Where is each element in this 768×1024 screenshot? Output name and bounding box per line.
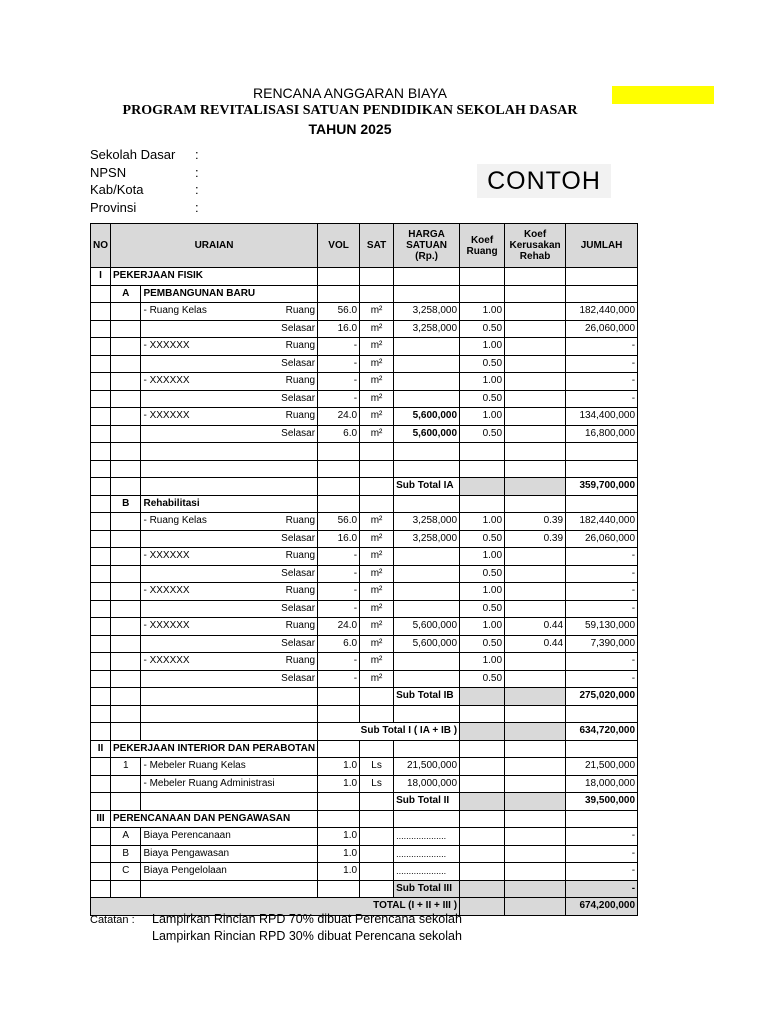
table-row: - Ruang Kelas Ruang 56.0 m² 3,258,000 1.00 0.39 182,440,000 <box>91 513 638 531</box>
doc-title: RENCANA ANGGARAN BIAYA <box>253 85 447 101</box>
info-row-kabkota: Kab/Kota : <box>90 182 199 197</box>
subtotal-row: Sub Total II 39,500,000 <box>91 793 638 811</box>
sample-stamp: CONTOH <box>477 164 611 198</box>
table-row: - XXXXXX Ruang - m² 1.00 - <box>91 583 638 601</box>
table-row: A Biaya Perencanaan 1.0 .................... - <box>91 828 638 846</box>
subtotal-row: Sub Total I ( IA + IB ) 634,720,000 <box>91 723 638 741</box>
table-row: Selasar - m² 0.50 - <box>91 355 638 373</box>
table-row: - Mebeler Ruang Administrasi 1.0 Ls 18,000,000 18,000,000 <box>91 775 638 793</box>
col-koef-ruang: Koef Ruang <box>460 224 505 268</box>
note-line-1: Catatan : Lampirkan Rincian RPD 70% dibuat Perencana sekolah <box>90 912 462 926</box>
info-row-school: Sekolah Dasar : <box>90 147 199 162</box>
table-row: Selasar - m² 0.50 - <box>91 565 638 583</box>
doc-program-title: PROGRAM REVITALISASI SATUAN PENDIDIKAN SEKOLAH DASAR <box>122 103 578 118</box>
table-row: Selasar - m² 0.50 - <box>91 600 638 618</box>
col-no: NO <box>91 224 111 268</box>
col-sat: SAT <box>360 224 394 268</box>
table-row: - XXXXXX Ruang - m² 1.00 - <box>91 338 638 356</box>
table-row: C Biaya Pengelolaan 1.0 .................... - <box>91 863 638 881</box>
table-header-row <box>91 224 638 268</box>
col-jumlah: JUMLAH <box>566 224 638 268</box>
section-row: III PERENCANAAN DAN PENGAWASAN <box>91 810 638 828</box>
info-row-npsn: NPSN : <box>90 164 199 180</box>
empty-row <box>91 460 638 478</box>
school-info <box>90 146 199 216</box>
table-row: - XXXXXX Ruang - m² 1.00 - <box>91 373 638 391</box>
table-row: - XXXXXX Ruang - m² 1.00 - <box>91 548 638 566</box>
table-row: - XXXXXX Ruang 24.0 m² 5,600,000 1.00 0.44 59,130,000 <box>91 618 638 636</box>
empty-row <box>91 443 638 461</box>
col-harga: HARGA SATUAN (Rp.) <box>394 224 460 268</box>
table-row: Selasar 16.0 m² 3,258,000 0.50 26,060,000 <box>91 320 638 338</box>
table-row: Selasar 6.0 m² 5,600,000 0.50 0.44 7,390,000 <box>91 635 638 653</box>
subtotal-row: Sub Total IB 275,020,000 <box>91 688 638 706</box>
col-vol: VOL <box>318 224 360 268</box>
yellow-highlight-mark <box>612 86 714 104</box>
section-row: I PEKERJAAN FISIK <box>91 268 638 286</box>
table-row: Selasar - m² 0.50 - <box>91 390 638 408</box>
total-row: TOTAL (I + II + III ) 674,200,000 <box>91 898 638 916</box>
notes <box>90 911 462 945</box>
table-row: 1 - Mebeler Ruang Kelas 1.0 Ls 21,500,000 21,500,000 <box>91 758 638 776</box>
table-row: Selasar 16.0 m² 3,258,000 0.50 0.39 26,060,000 <box>91 530 638 548</box>
subsection-row: A PEMBANGUNAN BARU <box>91 285 638 303</box>
col-uraian: URAIAN <box>111 224 318 268</box>
table-row: - XXXXXX Ruang 24.0 m² 5,600,000 1.00 134,400,000 <box>91 408 638 426</box>
subtotal-row: Sub Total IA 359,700,000 <box>91 478 638 496</box>
note-line-2: Lampirkan Rincian RPD 30% dibuat Perencana sekolah <box>152 929 462 943</box>
table-row: B Biaya Pengawasan 1.0 .................... - <box>91 845 638 863</box>
info-row-provinsi: Provinsi : <box>90 199 199 215</box>
table-row: Selasar 6.0 m² 5,600,000 0.50 16,800,000 <box>91 425 638 443</box>
subsection-row: B Rehabilitasi <box>91 495 638 513</box>
table-row: - Ruang Kelas Ruang 56.0 m² 3,258,000 1.00 182,440,000 <box>91 303 638 321</box>
table-row: - XXXXXX Ruang - m² 1.00 - <box>91 653 638 671</box>
subtotal-row: Sub Total III - <box>91 880 638 898</box>
table-row: Selasar - m² 0.50 - <box>91 670 638 688</box>
empty-row <box>91 705 638 723</box>
budget-table <box>90 223 638 916</box>
doc-year: TAHUN 2025 <box>308 121 392 137</box>
section-row: II PEKERJAAN INTERIOR DAN PERABOTAN <box>91 740 638 758</box>
col-koef-rehab: Koef Kerusakan Rehab <box>505 224 566 268</box>
